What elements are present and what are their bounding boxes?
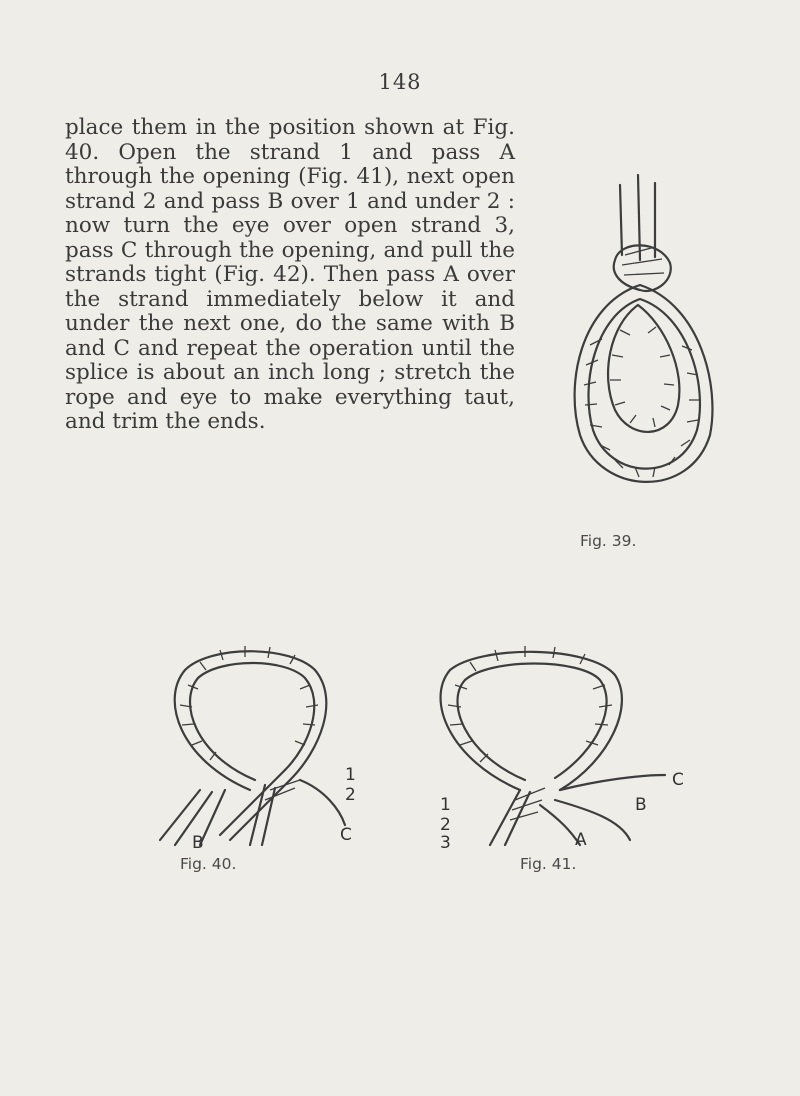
fig41-label-2: 2 bbox=[440, 815, 451, 835]
fig41-label-3: 3 bbox=[440, 833, 451, 850]
fig41-label-c: C bbox=[672, 770, 684, 790]
figure-41-caption: Fig. 41. bbox=[520, 855, 577, 873]
fig40-label-b: B bbox=[192, 833, 204, 850]
fig40-label-1: 1 bbox=[345, 765, 356, 785]
fig40-label-2: 2 bbox=[345, 785, 356, 805]
figure-40-caption: Fig. 40. bbox=[180, 855, 237, 873]
figure-40 bbox=[140, 640, 370, 873]
eye-splice-illustration bbox=[560, 165, 720, 500]
rope-loop-illustration bbox=[140, 640, 370, 850]
rope-splice-illustration bbox=[420, 640, 700, 850]
fig41-label-a: A bbox=[575, 830, 587, 850]
fig41-label-b: B bbox=[635, 795, 647, 815]
fig40-label-c: C bbox=[340, 825, 352, 845]
page-number: 148 bbox=[378, 70, 422, 94]
figure-39-caption: Fig. 39. bbox=[580, 532, 637, 550]
body-paragraph: place them in the position shown at Fig. 40. Open the strand 1 and pass A through the opening (Fig. 41), next open strand 2 and pass B over 1 and under 2 : now turn the eye over open strand 3, pass C through the opening, and pull the strands tight (Fig. 42). Then pass A over the strand immediately below it and under the next one, do the same with B and C and repeat the operation until the splice is about an inch long ; stretch the rope and eye to make everything taut, and trim the ends. bbox=[65, 115, 515, 434]
figure-41 bbox=[420, 640, 700, 873]
fig41-label-1: 1 bbox=[440, 795, 451, 815]
figure-39 bbox=[560, 165, 720, 550]
